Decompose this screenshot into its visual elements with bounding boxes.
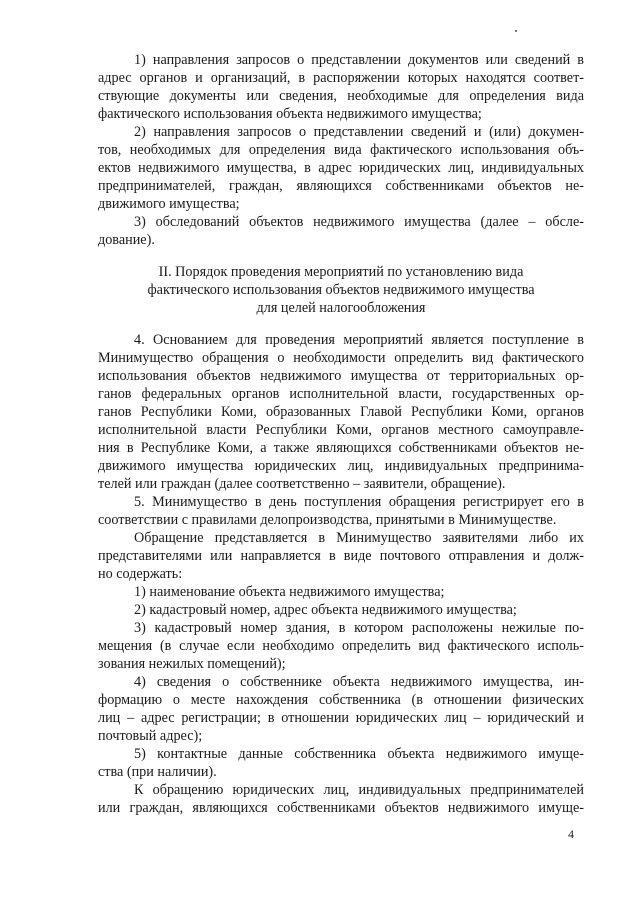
text-line: 2) направления запросов о представлении сведений и (или) докумен-: [134, 124, 584, 140]
list-item-line: 3) кадастровый номер здания, в котором расположены нежилые по-: [134, 620, 584, 636]
list-item-line: 4) сведения о собственнике объекта недвижимого имущества, ин-: [134, 674, 584, 690]
list-item-line: формацию о месте нахождения собственника (в отношении физических: [98, 692, 584, 708]
list-item-line: 1) наименование объекта недвижимого имущества;: [134, 584, 445, 600]
list-item-line: почтовый адрес);: [98, 728, 203, 744]
page-number: 4: [568, 827, 574, 841]
text-line: или граждан, являющихся собственниками объектов недвижимого имуще-: [98, 800, 584, 816]
list-item-line: 5) контактные данные собственника объекта недвижимого имуще-: [134, 746, 584, 762]
text-line: телей или граждан (далее соответственно – заявители, обращение).: [98, 476, 506, 492]
text-line: движимого имущества;: [98, 196, 240, 212]
text-line: Обращение представляется в Минимущество заявителями либо их: [134, 530, 584, 546]
text-line: Минимущество обращения о необходимости определить вид фактического: [98, 350, 584, 366]
list-item-line: лиц – адрес регистрации; в отношении юридических лиц – юридический и: [98, 710, 584, 726]
text-line: 3) обследований объектов недвижимого имущества (далее – обсле-: [134, 214, 584, 230]
text-line: 5. Минимущество в день поступления обращения регистрирует его в: [134, 494, 584, 510]
list-item-line: 2) кадастровый номер, адрес объекта недвижимого имущества;: [134, 602, 517, 618]
text-line: представителями или направляется в виде почтового отправления и долж-: [98, 548, 584, 564]
text-line: ганов федеральных органов исполнительной власти, государственных ор-: [98, 386, 584, 402]
text-line: но содержать:: [98, 566, 183, 582]
section-heading-line: фактического использования объектов недвижимого имущества: [147, 282, 535, 298]
text-line: использования объектов недвижимого имущества от территориальных ор-: [98, 368, 584, 384]
text-line: фактического использования объекта недвижимого имущества;: [98, 106, 482, 122]
text-line: движимого имущества юридических лиц, индивидуальных предпринима-: [98, 458, 584, 474]
text-line: предпринимателей, граждан, являющихся собственниками объектов не-: [98, 178, 584, 194]
scan-speck: [515, 30, 517, 32]
text-line: ния в Республике Коми, а также являющихся собственниками объектов не-: [98, 440, 584, 456]
text-line: адрес органов и организаций, в распоряжении которых находятся соответ-: [98, 70, 584, 86]
text-line: 1) направления запросов о представлении документов или сведений в: [134, 52, 584, 68]
text-line: тов, необходимых для определения вида фактического использования объ-: [98, 142, 584, 158]
text-line: К обращению юридических лиц, индивидуальных предпринимателей: [134, 782, 584, 798]
section-heading-line: для целей налогообложения: [256, 300, 426, 316]
text-line: соответствии с правилами делопроизводства, принятыми в Минимуществе.: [98, 512, 557, 528]
list-item-line: зования нежилых помещений);: [98, 656, 286, 672]
text-line: ганов Республики Коми, образованных Главой Республики Коми, органов: [98, 404, 584, 420]
text-line: дование).: [98, 232, 155, 248]
text-line: 4. Основанием для проведения мероприятий является поступление в: [134, 332, 584, 348]
section-heading-line: II. Порядок проведения мероприятий по установлению вида: [158, 264, 524, 280]
text-line: ектов недвижимого имущества, в адрес юридических лиц, индивидуальных: [98, 160, 584, 176]
text-line: ствующие документы или сведения, необходимые для определения вида: [98, 88, 584, 104]
text-line: исполнительной власти Республики Коми, органов местного самоуправле-: [98, 422, 584, 438]
list-item-line: ства (при наличии).: [98, 764, 217, 780]
list-item-line: мещения (в случае если необходимо определить вид фактического исполь-: [98, 638, 584, 654]
